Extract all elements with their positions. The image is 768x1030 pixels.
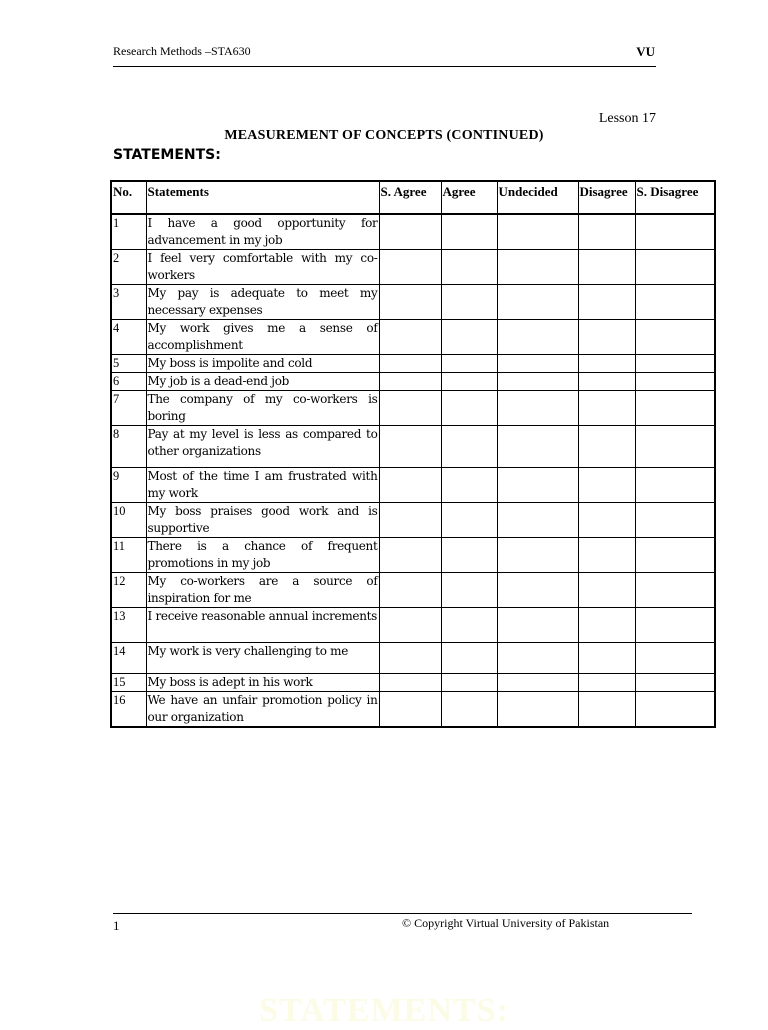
table-row [111,674,715,692]
response-cell-disagree[interactable] [578,373,635,391]
statement-text: I have a good opportunity for advancement in my job [146,214,379,250]
response-cell-agree[interactable] [441,320,497,355]
row-number: 10 [111,503,146,538]
watermark: STATEMENTS: [259,992,509,1029]
column-header-statements: Statements [146,181,379,214]
response-cell-undecided[interactable] [497,214,578,250]
table-row [111,608,715,643]
response-cell-disagree[interactable] [578,692,635,728]
row-number: 14 [111,643,146,674]
response-cell-strongly-disagree[interactable] [635,538,715,573]
table-row [111,373,715,391]
response-cell-agree[interactable] [441,538,497,573]
response-cell-strongly-disagree[interactable] [635,468,715,503]
table-row [111,355,715,373]
response-cell-agree[interactable] [441,503,497,538]
row-number: 7 [111,391,146,426]
column-header-agree: Agree [441,181,497,214]
response-cell-strongly-disagree[interactable] [635,214,715,250]
header-course: Research Methods –STA630 [113,44,251,58]
response-cell-strongly-agree[interactable] [379,573,441,608]
response-cell-strongly-agree[interactable] [379,285,441,320]
response-cell-undecided[interactable] [497,391,578,426]
table-row [111,692,715,728]
row-number: 16 [111,692,146,728]
response-cell-strongly-agree[interactable] [379,538,441,573]
statement-text: The company of my co-workers is boring [146,391,379,426]
table-row [111,391,715,426]
copyright-notice: © Copyright Virtual University of Pakistan [402,916,610,930]
statement-text: My boss is adept in his work [146,674,379,692]
table-row [111,468,715,503]
response-cell-strongly-agree[interactable] [379,692,441,728]
response-cell-strongly-disagree[interactable] [635,608,715,643]
response-cell-undecided[interactable] [497,285,578,320]
table-header-row [111,181,715,214]
statement-text: My work gives me a sense of accomplishment [146,320,379,355]
row-number: 11 [111,538,146,573]
response-cell-agree[interactable] [441,214,497,250]
statement-text: My work is very challenging to me [146,643,379,674]
header-institution: VU [636,44,655,59]
row-number: 3 [111,285,146,320]
response-cell-agree[interactable] [441,426,497,468]
response-cell-disagree[interactable] [578,355,635,373]
lesson-label: Lesson 17 [598,111,656,126]
row-number: 12 [111,573,146,608]
response-cell-undecided[interactable] [497,538,578,573]
response-cell-agree[interactable] [441,355,497,373]
statement-text: Most of the time I am frustrated with my work [146,468,379,503]
response-cell-strongly-disagree[interactable] [635,391,715,426]
response-cell-agree[interactable] [441,573,497,608]
statement-text: My pay is adequate to meet my necessary expenses [146,285,379,320]
table-row [111,285,715,320]
response-cell-disagree[interactable] [578,285,635,320]
response-cell-strongly-agree[interactable] [379,373,441,391]
statement-text: I feel very comfortable with my co-workers [146,250,379,285]
response-cell-undecided[interactable] [497,692,578,728]
response-cell-strongly-disagree[interactable] [635,355,715,373]
response-cell-strongly-agree[interactable] [379,426,441,468]
table-row [111,503,715,538]
response-cell-strongly-disagree[interactable] [635,573,715,608]
response-cell-undecided[interactable] [497,608,578,643]
response-cell-undecided[interactable] [497,320,578,355]
response-cell-agree[interactable] [441,250,497,285]
statement-text: There is a chance of frequent promotions in my job [146,538,379,573]
response-cell-disagree[interactable] [578,214,635,250]
response-cell-strongly-agree[interactable] [379,643,441,674]
response-cell-agree[interactable] [441,643,497,674]
statement-text: My co-workers are a source of inspiration for me [146,573,379,608]
response-cell-strongly-agree[interactable] [379,391,441,426]
statement-text: My job is a dead-end job [146,373,379,391]
response-cell-strongly-disagree[interactable] [635,373,715,391]
response-cell-strongly-disagree[interactable] [635,285,715,320]
response-cell-undecided[interactable] [497,573,578,608]
table-row [111,214,715,250]
column-header-strongly-agree: S. Agree [379,181,441,214]
row-number: 8 [111,426,146,468]
response-cell-strongly-disagree[interactable] [635,250,715,285]
response-cell-agree[interactable] [441,468,497,503]
row-number: 1 [111,214,146,250]
response-cell-strongly-disagree[interactable] [635,426,715,468]
response-cell-agree[interactable] [441,391,497,426]
row-number: 9 [111,468,146,503]
statement-text: Pay at my level is less as compared to other organizations [146,426,379,468]
response-cell-disagree[interactable] [578,391,635,426]
response-cell-agree[interactable] [441,285,497,320]
response-cell-strongly-agree[interactable] [379,320,441,355]
response-cell-disagree[interactable] [578,608,635,643]
row-number: 13 [111,608,146,643]
response-cell-disagree[interactable] [578,503,635,538]
column-header-disagree: Disagree [578,181,635,214]
response-cell-agree[interactable] [441,608,497,643]
response-cell-agree[interactable] [441,692,497,728]
response-cell-strongly-disagree[interactable] [635,643,715,674]
response-cell-disagree[interactable] [578,674,635,692]
response-cell-strongly-disagree[interactable] [635,674,715,692]
response-cell-strongly-agree[interactable] [379,468,441,503]
response-cell-strongly-agree[interactable] [379,503,441,538]
response-cell-strongly-disagree[interactable] [635,320,715,355]
row-number: 2 [111,250,146,285]
table-row [111,320,715,355]
response-cell-disagree[interactable] [578,468,635,503]
statement-text: I receive reasonable annual increments [146,608,379,643]
survey-table [110,180,716,728]
response-cell-strongly-disagree[interactable] [635,692,715,728]
response-cell-disagree[interactable] [578,538,635,573]
response-cell-undecided[interactable] [497,503,578,538]
table-row [111,573,715,608]
row-number: 4 [111,320,146,355]
response-cell-disagree[interactable] [578,643,635,674]
response-cell-disagree[interactable] [578,320,635,355]
statement-text: We have an unfair promotion policy in our organization [146,692,379,728]
row-number: 15 [111,674,146,692]
response-cell-strongly-agree[interactable] [379,250,441,285]
response-cell-strongly-agree[interactable] [379,608,441,643]
response-cell-agree[interactable] [441,674,497,692]
header-rule [113,66,656,67]
statement-text: My boss praises good work and is supportive [146,503,379,538]
footer-rule [113,913,692,914]
response-cell-disagree[interactable] [578,250,635,285]
table-row [111,426,715,468]
response-cell-strongly-disagree[interactable] [635,503,715,538]
response-cell-undecided[interactable] [497,468,578,503]
response-cell-undecided[interactable] [497,674,578,692]
response-cell-disagree[interactable] [578,573,635,608]
table-row [111,250,715,285]
response-cell-undecided[interactable] [497,373,578,391]
response-cell-undecided[interactable] [497,643,578,674]
column-header-no: No. [111,181,146,214]
page-number: 1 [113,918,120,933]
row-number: 5 [111,355,146,373]
section-heading: STATEMENTS: [113,147,221,163]
page-title [0,128,768,144]
page-title-text: MEASUREMENT OF CONCEPTS (CONTINUED) [224,128,544,143]
row-number: 6 [111,373,146,391]
table-row [111,643,715,674]
response-cell-agree[interactable] [441,373,497,391]
response-cell-undecided[interactable] [497,250,578,285]
column-header-strongly-disagree: S. Disagree [635,181,715,214]
response-cell-strongly-agree[interactable] [379,214,441,250]
response-cell-undecided[interactable] [497,426,578,468]
response-cell-strongly-agree[interactable] [379,355,441,373]
response-cell-undecided[interactable] [497,355,578,373]
column-header-undecided: Undecided [497,181,578,214]
response-cell-strongly-agree[interactable] [379,674,441,692]
statement-text: My boss is impolite and cold [146,355,379,373]
table-row [111,538,715,573]
response-cell-disagree[interactable] [578,426,635,468]
